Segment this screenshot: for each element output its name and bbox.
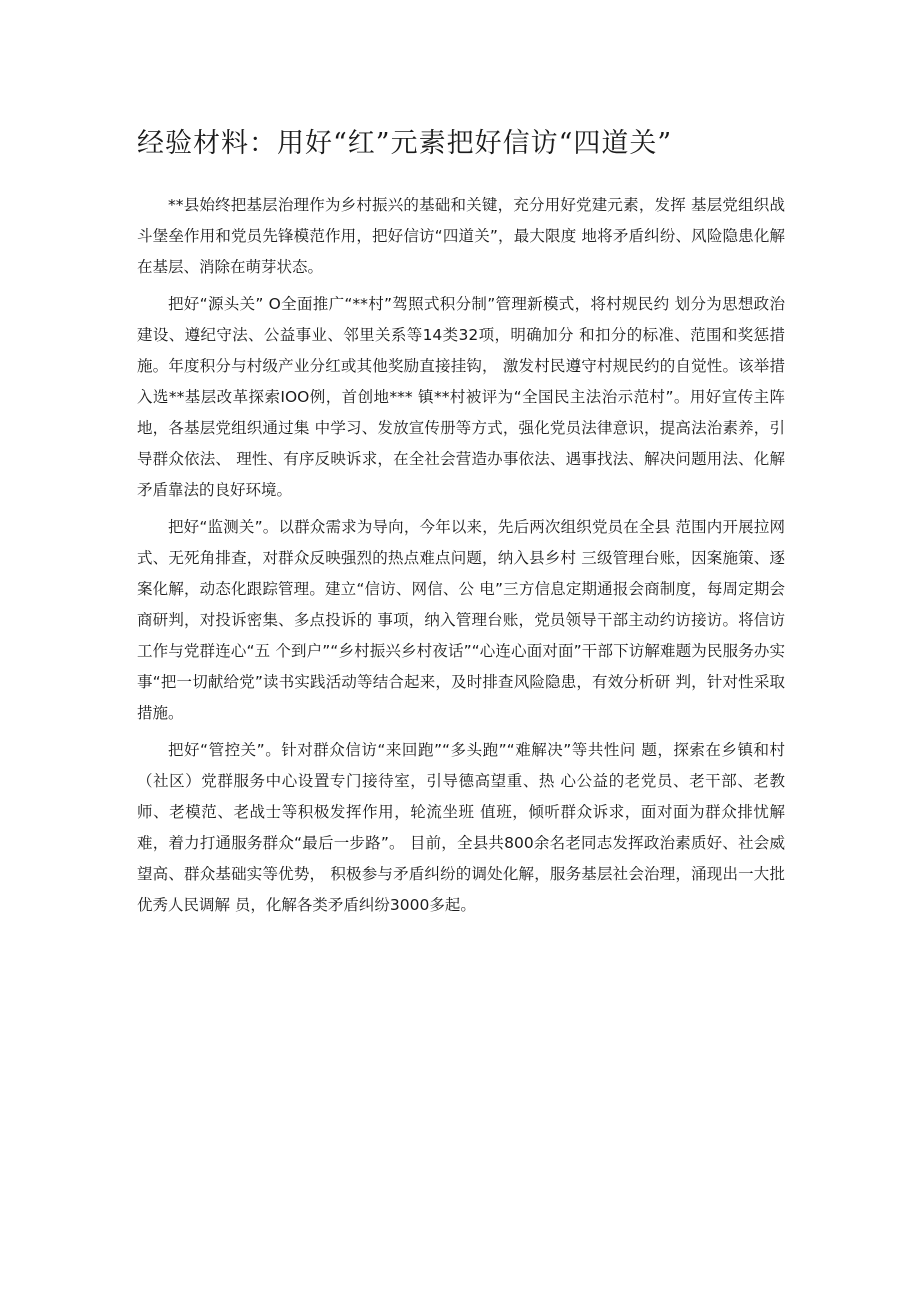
paragraph-source-gate: 把好“源头关” O全面推广“**村”驾照式积分制”管理新模式，将村规民约 划分为思想政治建设、遵纪守法、公益事业、邻里关系等14类32项，明确加分 和扣分的标准、范围和奖惩措施。年度积分与村级产业分红或其他奖励直接挂钩， 激发村民遵守村规民约的自觉性。该举措入选**基层改革探索IOO例，首创地*** 镇**村被评为“全国民主法治示范村”。用好宣传主阵地，各基层党组织通过集 中学习、发放宣传册等方式，强化党员法律意识，提高法治素养，引导群众依法、 理性、有序反映诉求，在全社会营造办事依法、遇事找法、解决问题用法、化解 矛盾靠法的良好环境。	[137, 295, 785, 499]
paragraph-monitoring-gate: 把好“监测关”。以群众需求为导向，今年以来，先后两次组织党员在全县 范围内开展拉网式、无死角排查，对群众反映强烈的热点难点问题，纳入县乡村 三级管理台账，因案施策、逐案化解，动态化跟踪管理。建立“信访、网信、公 电”三方信息定期通报会商制度，每周定期会商研判，对投诉密集、多点投诉的 事项，纳入管理台账，党员领导干部主动约访接访。将信访工作与党群连心“五 个到户”“乡村振兴乡村夜话”“心连心面对面”干部下访解难题为民服务办实 事“把一切献给党”读书实践活动等结合起来，及时排查风险隐患，有效分析研 判，针对性采取措施。	[137, 518, 785, 722]
paragraph-intro: **县始终把基层治理作为乡村振兴的基础和关键，充分用好党建元素，发挥 基层党组织战斗堡垒作用和党员先锋模范作用，把好信访“四道关”，最大限度 地将矛盾纠纷、风险隐患化解在基层、消除在萌芽状态。	[137, 196, 785, 276]
document-title: 经验材料：用好“红”元素把好信访“四道关”	[137, 128, 673, 159]
paragraph-control-gate: 把好“管控关”。针对群众信访“来回跑”“多头跑”“难解决”等共性问 题，探索在乡镇和村（社区）党群服务中心设置专门接待室，引导德高望重、热 心公益的老党员、老干部、老教师、老模范、老战士等积极发挥作用，轮流坐班 值班，倾听群众诉求，面对面为群众排忧解难，着力打通服务群众“最后一步路”。 目前，全县共800余名老同志发挥政治素质好、社会威望高、群众基础实等优势， 积极参与矛盾纠纷的调处化解，服务基层社会治理，涌现出一大批优秀人民调解 员，化解各类矛盾纠纷3000多起。	[137, 741, 785, 914]
document-body	[137, 190, 785, 927]
